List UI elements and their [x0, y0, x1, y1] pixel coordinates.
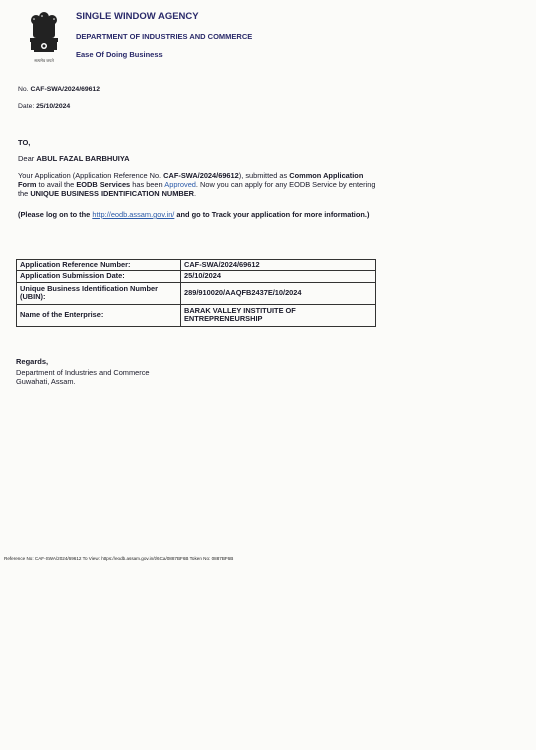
application-details-table [16, 259, 376, 327]
department-name: DEPARTMENT OF INDUSTRIES AND COMMERCE [76, 32, 253, 41]
row-label: Name of the Enterprise: [17, 304, 181, 326]
p2-text-b: and go to Track your application for more information.) [174, 210, 370, 219]
row-label: Unique Business Identification Number (UBIN): [17, 282, 181, 304]
ref-label: No. [18, 86, 29, 93]
p1-text-a: Your Application (Application Reference No. [18, 171, 164, 180]
p1-form: Common Application Form [18, 171, 364, 190]
date-value: 25/10/2024 [36, 103, 71, 110]
signature-line-2: Guwahati, Assam. [16, 377, 76, 387]
date-line [18, 103, 70, 110]
ref-value: CAF-SWA/2024/69612 [30, 86, 100, 93]
emblem-caption: सत्यमेव जयते [34, 58, 54, 63]
p1-text-d: has been [130, 180, 165, 190]
p1-services: EODB Services [76, 180, 131, 190]
p1-ubin: UNIQUE BUSINESS IDENTIFICATION NUMBER [30, 189, 195, 199]
p1-text-c: to avail the [36, 180, 77, 190]
table-row [17, 260, 376, 271]
p1-text-b: ), submitted as [238, 171, 290, 180]
dear-label: Dear [18, 154, 35, 163]
table-row [17, 271, 376, 282]
recipient-name: ABUL FAZAL BARBHUIYA [36, 154, 130, 163]
signature-block [16, 368, 150, 386]
regards: Regards, [16, 357, 49, 366]
row-value: CAF-SWA/2024/69612 [181, 260, 376, 271]
row-value: 289/910020/AAQFB2437E/10/2024 [181, 282, 376, 304]
login-instructions [18, 210, 378, 219]
table-row [17, 304, 376, 326]
footer-reference: Reference No: CAF-SWA/2024/69612 To View: https://eodb.assam.gov.in/t/6Ca/0887BF6B Token No: 0887BF6B [4, 556, 234, 561]
row-value: BARAK VALLEY INSTITUITE OF ENTREPRENEURSHIP [181, 304, 376, 326]
row-label: Application Reference Number: [17, 260, 181, 271]
p1-text-f: . [194, 189, 197, 199]
signature-line-1: Department of Industries and Commerce [16, 368, 150, 377]
to-line: TO, [18, 138, 31, 147]
p1-text-e: . Now you can apply for any EODB Service by entering the [18, 180, 376, 199]
salutation [18, 154, 130, 163]
approval-paragraph [18, 171, 378, 199]
reference-number-line [18, 86, 100, 93]
tagline: Ease Of Doing Business [76, 50, 163, 59]
agency-title: SINGLE WINDOW AGENCY [76, 11, 199, 22]
row-label: Application Submission Date: [17, 271, 181, 282]
row-value: 25/10/2024 [181, 271, 376, 282]
eodb-portal-link[interactable]: http://eodb.assam.gov.in/ [92, 210, 175, 219]
p2-text-a: (Please log on to the [18, 210, 93, 219]
p1-ref: CAF-SWA/2024/69612 [163, 171, 239, 180]
table-row [17, 282, 376, 304]
state-emblem-icon [22, 8, 66, 64]
approval-status: Approved [164, 180, 196, 190]
date-label: Date: [18, 103, 35, 110]
